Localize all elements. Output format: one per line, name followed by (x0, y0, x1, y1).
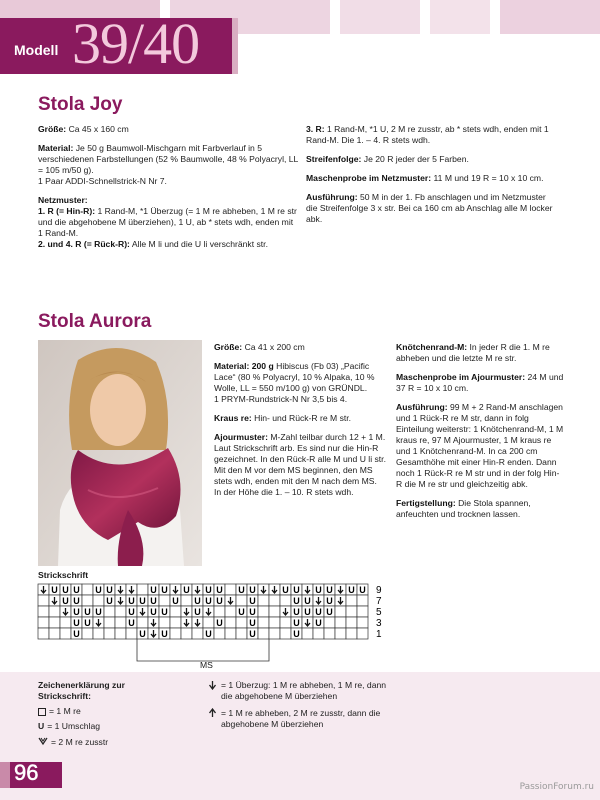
ms-label: MS (200, 660, 213, 670)
chart-cell (38, 617, 49, 628)
chart-cell (214, 606, 225, 617)
chart-cell (115, 628, 126, 639)
yarn-over-symbol: U (73, 596, 80, 606)
yarn-over-symbol: U (106, 585, 113, 595)
yarn-over-symbol: U (216, 585, 223, 595)
yarn-over-symbol: U (172, 596, 179, 606)
chart-cell (225, 606, 236, 617)
chart-cell (269, 595, 280, 606)
chart-cell (181, 595, 192, 606)
yarn-over-symbol: U (326, 596, 333, 606)
chart-cell (93, 595, 104, 606)
chart-cell (225, 628, 236, 639)
yarn-over-symbol: U (139, 596, 146, 606)
yarn-over-symbol: U (128, 596, 135, 606)
chart-cell (346, 617, 357, 628)
yarn-over-symbol: U (293, 618, 300, 628)
yarn-over-symbol: U (73, 618, 80, 628)
chart-cell (93, 628, 104, 639)
yarn-over-symbol: U (315, 585, 322, 595)
chart-cell (126, 628, 137, 639)
chart-cell (335, 606, 346, 617)
chart-cell (280, 595, 291, 606)
aurora-right-column: Knötchenrand-M: In jeder R die 1. M re abheben und die letzte M re str. Maschenprobe im Ajourmuster: 24 M und 37 R = 10 x 10 cm. Ausführung: 99 M + 2 Rand-M anschlagen und 1 Rück-R re M str, dann in folg Einteilung weiterstr: 1 Knötchenrand-M, 1 M kraus re, 97 M Ajourmuster, 1 M kraus re und 1 Knötchenrand-M. In ca 200 cm Gesamthöhe mit einer Hin-R enden. Dann noch 1 Rück-R re M str und in der folg Hin-R die M re str und gleichzeitig abk. Fertigstellung: Die Stola spannen, anfeuchten und trocknen lassen. (396, 342, 564, 519)
chart-cell (346, 606, 357, 617)
yarn-over-symbol: U (73, 585, 80, 595)
yarn-over-symbol: U (205, 629, 212, 639)
yarn-over-symbol: U (150, 596, 157, 606)
yarn-over-symbol: U (194, 596, 201, 606)
chart-cell (115, 606, 126, 617)
chart-cell (225, 584, 236, 595)
chart-cell (269, 606, 280, 617)
page-number: 96 (14, 760, 39, 785)
chart-cell (159, 595, 170, 606)
model-number: 39/40 (72, 11, 200, 76)
yarn-over-symbol: U (62, 585, 69, 595)
chart-cell (137, 617, 148, 628)
chart-cell (38, 606, 49, 617)
joy-left-column: Größe: Ca 45 x 160 cm Material: Je 50 g Baumwoll-Mischgarn mit Farbverlauf in 5 verschiedenen Farbstellungen (52 % Baumwolle, 48 % Polyacryl, LL = 105 m/50 g). 1 Paar ADDI-Schnellstrick-N Nr 7. Netzmuster: 1. R (= Hin-R): 1 Rand-M, *1 Überzug (= 1 M re abheben, 1 M re str und die abgehobene M überziehen), 1 U, ab * stets wdh, enden mit 1 Rand-M. 2. und 4. R (= Rück-R): Alle M li und die U li verschränkt str. (38, 124, 299, 249)
chart-cell (49, 606, 60, 617)
yarn-over-symbol: U (249, 585, 256, 595)
chart-cell (236, 628, 247, 639)
chart-cell (236, 595, 247, 606)
yarn-over-symbol: U (216, 618, 223, 628)
aurora-middle-column: Größe: Ca 41 x 200 cm Material: 200 g Hibiscus (Fb 03) „Pacific Lace“ (80 % Polyacryl, 10 % Alpaka, 10 % Wolle, LL = 550 m/100 g) von GRÜNDL. 1 PRYM-Rundstrick-N Nr 3,5 bis 4. Kraus re: Hin- und Rück-R re M str. Ajourmuster: M-Zahl teilbar durch 12 + 1 M. Laut Strickschrift arb. Es sind nur die Hin-R gezeichnet. In den Rück-R alle M und U li str. Mit den M vor dem MS beginnen, den MS stets wdh, enden mit den M nach dem MS. In der Höhe die 1. – 10. R stets wdh. (214, 342, 386, 497)
chart-cell (335, 617, 346, 628)
yarn-over-symbol: U (128, 607, 135, 617)
yarn-over-symbol: U (304, 596, 311, 606)
chart-row-number: 9 (376, 585, 382, 596)
chart-cell (203, 617, 214, 628)
chart-cell (104, 606, 115, 617)
yarn-over-symbol: U (106, 596, 113, 606)
yarn-over-symbol: U (293, 607, 300, 617)
yarn-over-symbol: U (95, 607, 102, 617)
chart-cell (258, 628, 269, 639)
yarn-over-symbol: U (238, 607, 245, 617)
yarn-over-symbol: U (51, 585, 58, 595)
chart-title: Strickschrift (38, 570, 89, 580)
yarn-over-symbol: U (249, 607, 256, 617)
ms-bracket (137, 639, 269, 661)
chart-cell (335, 628, 346, 639)
yarn-over-symbol: U (359, 585, 366, 595)
yarn-over-symbol: U (161, 585, 168, 595)
chart-cell (82, 628, 93, 639)
chart-cell (170, 617, 181, 628)
chart-cell (280, 617, 291, 628)
yarn-over-symbol: U (348, 585, 355, 595)
yarn-over-symbol: U (194, 607, 201, 617)
chart-cell (258, 617, 269, 628)
chart-cell (225, 617, 236, 628)
yarn-over-symbol: U (249, 618, 256, 628)
yarn-over-symbol: U (293, 585, 300, 595)
chart-cell (346, 595, 357, 606)
chart-cell (137, 584, 148, 595)
yarn-over-symbol: U (293, 596, 300, 606)
chart-cell (280, 628, 291, 639)
chart-cell (236, 617, 247, 628)
chart-cell (269, 617, 280, 628)
model-photo (38, 340, 202, 566)
chart-cell (170, 606, 181, 617)
chart-cell (82, 584, 93, 595)
yarn-over-symbol: U (326, 585, 333, 595)
chart-cell (115, 617, 126, 628)
section-title-joy: Stola Joy (38, 94, 123, 115)
legend-left: Zeichenerklärung zur Strickschrift: = 1 M re U = 1 Umschlag = 2 M re zusstr (38, 680, 125, 747)
yarn-over-symbol: U (73, 629, 80, 639)
yarn-over-symbol: U (315, 618, 322, 628)
yarn-over-symbol: U (293, 629, 300, 639)
chart-row-number: 3 (376, 618, 382, 629)
knitting-chart (36, 580, 388, 662)
knit-box-icon (38, 708, 46, 716)
chart-cell (181, 628, 192, 639)
yarn-over-symbol: U (62, 596, 69, 606)
chart-cell (313, 628, 324, 639)
watermark: PassionForum.ru (519, 782, 594, 792)
chart-cell (258, 606, 269, 617)
yarn-over-symbol: U (205, 585, 212, 595)
chart-row-number: 5 (376, 607, 382, 618)
yarn-over-symbol: U (73, 607, 80, 617)
chart-cell (346, 628, 357, 639)
chart-cell (104, 617, 115, 628)
yarn-over-symbol: U (183, 585, 190, 595)
model-label: Modell (14, 42, 59, 58)
chart-cell (269, 628, 280, 639)
yarn-over-symbol: U (161, 607, 168, 617)
yarn-over-symbol: U (150, 607, 157, 617)
yarn-over-symbol: U (205, 596, 212, 606)
chart-cell (60, 628, 71, 639)
chart-cell (192, 628, 203, 639)
chart-cell (357, 617, 368, 628)
yarn-over-icon: U (38, 721, 45, 731)
arrow-up-icon (208, 708, 217, 730)
chart-cell (258, 595, 269, 606)
section-title-aurora: Stola Aurora (38, 311, 152, 332)
yarn-over-symbol: U (128, 618, 135, 628)
yarn-over-symbol: U (161, 629, 168, 639)
chart-cell (104, 628, 115, 639)
chart-cell (170, 628, 181, 639)
chart-cell (324, 628, 335, 639)
chart-cell (38, 595, 49, 606)
chart-cell (60, 617, 71, 628)
yarn-over-symbol: U (326, 607, 333, 617)
yarn-over-symbol: U (304, 607, 311, 617)
arrow-down-icon (208, 680, 217, 702)
yarn-over-symbol: U (249, 596, 256, 606)
yarn-over-symbol: U (238, 585, 245, 595)
chart-cell (82, 595, 93, 606)
chart-cell (159, 617, 170, 628)
yarn-over-symbol: U (150, 585, 157, 595)
chart-cell (49, 628, 60, 639)
legend-right: = 1 Überzug: 1 M re abheben, 1 M re, dann die abgehobene M überziehen = 1 M re abheben, 2 M re zusstr, dann die abgehobene M überziehen (208, 680, 388, 730)
chart-cell (357, 628, 368, 639)
k2tog-icon (38, 736, 48, 749)
chart-cell (302, 628, 313, 639)
yarn-over-symbol: U (315, 607, 322, 617)
yarn-over-symbol: U (282, 585, 289, 595)
yarn-over-symbol: U (249, 629, 256, 639)
chart-row-number: 7 (376, 596, 382, 607)
chart-cell (38, 628, 49, 639)
yarn-over-symbol: U (95, 585, 102, 595)
chart-row-number: 1 (376, 629, 382, 640)
yarn-over-symbol: U (84, 618, 91, 628)
joy-right-column: 3. R: 1 Rand-M, *1 U, 2 M re zusstr, ab * stets wdh, enden mit 1 Rand-M. Die 1. – 4. R stets wdh. Streifenfolge: Je 20 R jeder der 5 Farben. Maschenprobe im Netzmuster: 11 M und 19 R = 10 x 10 cm. Ausführung: 50 M in der 1. Fb anschlagen und im Netzmuster die Streifenfolge 3 x str. Bei ca 160 cm ab Anschlag alle M locker abk. (306, 124, 553, 224)
chart-cell (324, 617, 335, 628)
yarn-over-symbol: U (84, 607, 91, 617)
chart-cell (357, 606, 368, 617)
yarn-over-symbol: U (216, 596, 223, 606)
chart-cell (214, 628, 225, 639)
chart-cell (49, 617, 60, 628)
yarn-over-symbol: U (139, 629, 146, 639)
chart-cell (357, 595, 368, 606)
